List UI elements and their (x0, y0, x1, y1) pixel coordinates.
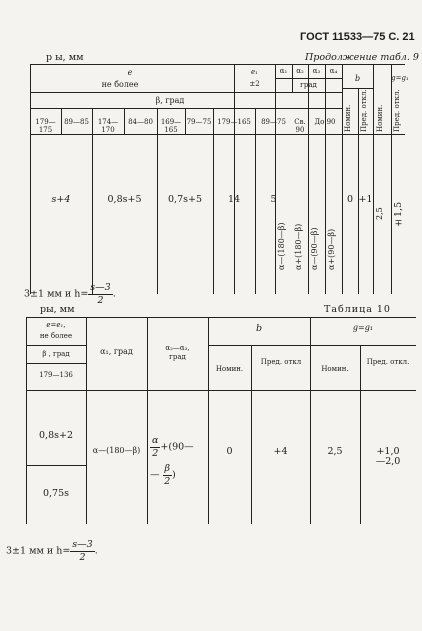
b-nom-header: Номин. (344, 104, 352, 132)
e1-value: 14 (227, 194, 241, 205)
beta-header: β, град (155, 96, 185, 105)
range-cell: 169—165 (160, 118, 182, 134)
beta-header: β , град (42, 350, 70, 358)
b-nom-value: 0 (346, 194, 354, 205)
table-9-right-caption: Продолжение табл. 9 (305, 52, 419, 63)
g-header: g=g₁ (352, 323, 374, 332)
g-nom-header: Номин. (321, 365, 349, 373)
b-tol-header: Пред. откл. (360, 89, 368, 132)
b-header: b (354, 74, 361, 83)
range-cell: 89—85 (64, 118, 89, 126)
e-value-c: 0,7s+5 (168, 194, 202, 205)
alpha1-value: α—(180—β) (92, 446, 141, 455)
e-header: e=e₁, (46, 321, 66, 329)
range-cell: 179—175 (35, 118, 56, 134)
g-tol-value-1: +1,0 (376, 446, 400, 457)
alpha1-header: α₁, град (100, 347, 133, 356)
range-cell: 179—165 (217, 118, 251, 126)
table-10-right-caption: Таблица 10 (324, 304, 391, 315)
table-9-header-bottom (30, 134, 405, 135)
g-nom-value: 2,5 (375, 207, 384, 220)
g-tol-header: Пред. откл. (393, 89, 401, 132)
beta-range: 179—136 (39, 371, 73, 379)
alpha1-value: α—(180—β) (277, 222, 286, 270)
e1-value-2: 5 (270, 194, 277, 205)
e-group-label: e (127, 68, 133, 77)
range-cell: 89—75 (261, 118, 286, 126)
alpha3-value: α—(90—β) (310, 227, 319, 270)
b-nom-value: 0 (226, 446, 233, 457)
alpha-unit: град (300, 81, 317, 89)
e-value-b: 0,8s+5 (107, 194, 142, 205)
table-9-left-caption: р ы, мм (46, 52, 84, 63)
e-value-bottom: 0,75s (42, 488, 70, 499)
range-cell: 174—170 (97, 118, 119, 134)
range-cell: До 90 (314, 118, 336, 126)
b-nom-header: Номин. (215, 365, 244, 373)
b-header: b (255, 323, 263, 334)
table-9-footnote: 3±1 мм и h= $\frac{s—3}{2}$ . (24, 282, 116, 306)
e1-label: e₁ (251, 68, 258, 76)
g-tol-value-2: —2,0 (375, 456, 401, 467)
g-nom-header: Номин. (376, 104, 384, 132)
g-tol-value: ±1,5 (393, 201, 404, 228)
table-10-footnote: 3±1 мм и h= $\frac{s—3}{2}$ . (6, 539, 98, 563)
alpha2-unit: град (169, 353, 186, 361)
alpha2-value: α+(180—β) (294, 223, 303, 270)
e-value-a: s+4 (51, 194, 71, 205)
table-9-left-border (30, 64, 31, 294)
alpha2-header: α₂—α₃, (165, 344, 190, 352)
b-tol-value: +1 (358, 194, 373, 205)
range-cell: Св. 90 (294, 118, 306, 134)
alpha4-value: α+(90—β) (327, 228, 336, 270)
alpha2-header: α₂ (296, 67, 304, 75)
b-tol-value: +4 (273, 446, 288, 457)
range-cell: 84—80 (128, 118, 153, 126)
g-nom-value: 2,5 (327, 446, 343, 457)
e-sub-header: не более (39, 332, 73, 340)
range-cell: 79—75 (186, 118, 212, 126)
e1-tolerance: ±2 (249, 80, 260, 88)
alpha3-header: α₃ (312, 67, 321, 75)
table-9-top-border (30, 64, 405, 65)
g-tol-header: Пред. откл. (366, 358, 410, 366)
alpha2-value: $\frac{\alpha}{2}$ +(90— — $\frac{\beta}{2}$ ) (150, 435, 194, 487)
page-header: ГОСТ 11533—75 С. 21 (300, 31, 415, 43)
g-header: g=g₁ (391, 74, 409, 82)
table-10-left-caption: ры, мм (40, 304, 75, 315)
e-value-top: 0,8s+2 (39, 430, 73, 441)
alpha1-header: α₁ (279, 67, 288, 75)
e-sub-label: не более (101, 80, 139, 89)
alpha4-header: α₄ (329, 67, 338, 75)
b-tol-header: Пред. откл (260, 358, 302, 366)
